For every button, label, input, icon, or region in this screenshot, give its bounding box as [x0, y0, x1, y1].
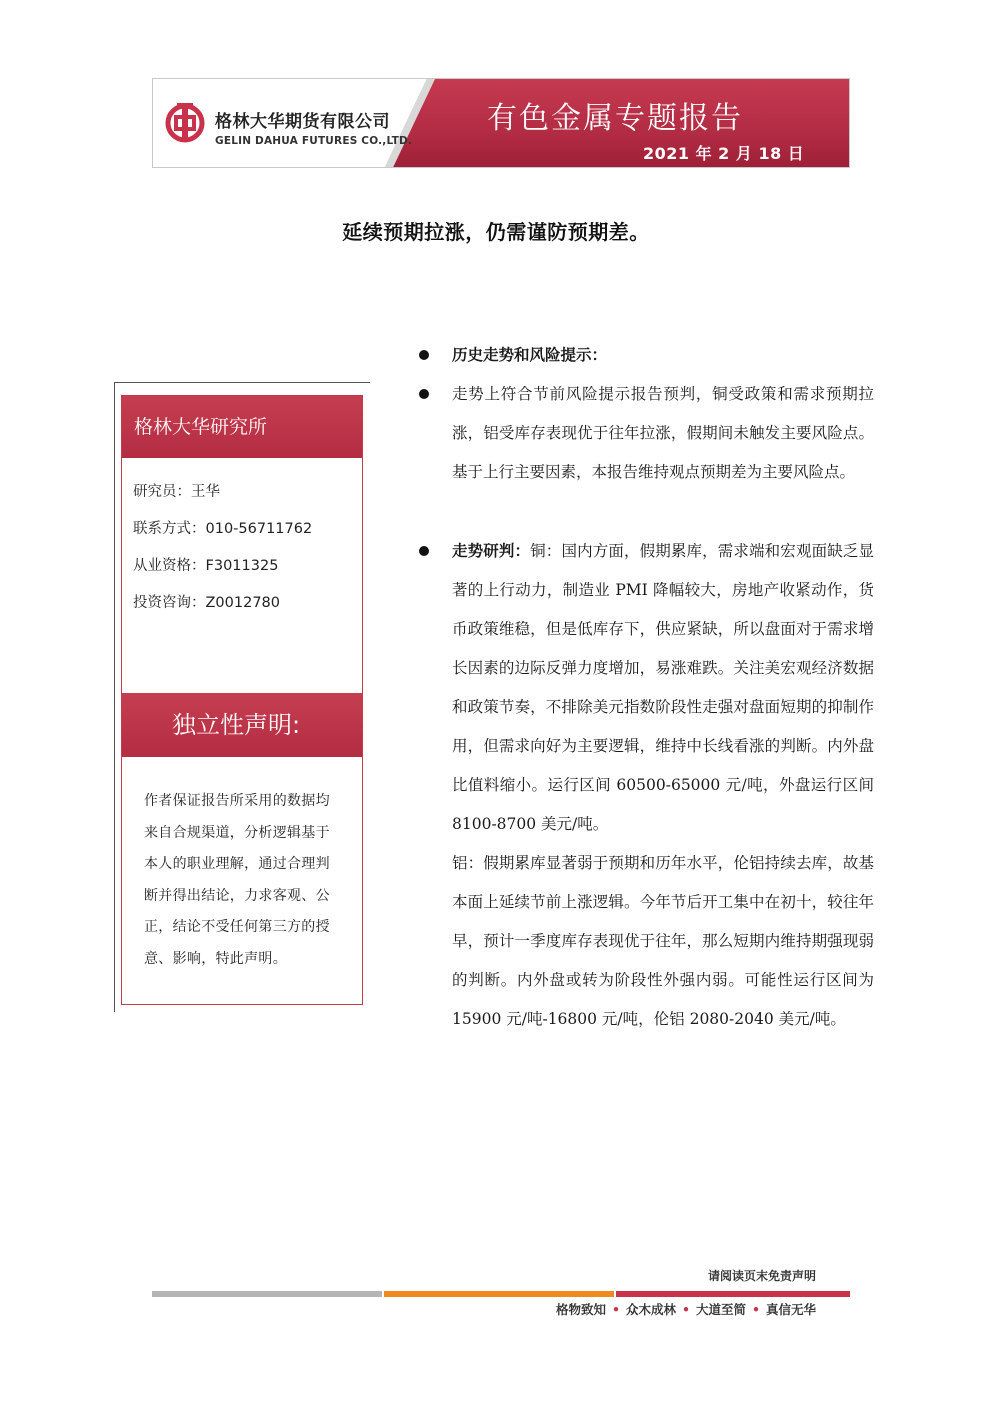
motto-item: 大道至简 [696, 1302, 747, 1317]
analyst-contact: 联系方式：010-56711762 [133, 521, 313, 537]
company-name-cn: 格林大华期货有限公司 [215, 112, 390, 132]
analyst-name: 研究员：王华 [133, 484, 220, 500]
footer-bar-gray [152, 1291, 382, 1297]
independence-statement-header: 独立性声明: [122, 693, 362, 757]
aluminum-outlook-paragraph: 铝：假期累库显著弱于预期和历年水平，伦铝持续去库，故基本面上延续节前上涨逻辑。今年节后开工集中在初十，较往年早，预计一季度库存表现优于往年，那么短期内维持期强现弱的判断。内外盘或转为阶段性外强内弱。可能性运行区间为 15900 元/吨-16800 元/吨，伦铝 2080-2040 美元/吨。 [452, 854, 874, 1028]
bullet-icon [419, 350, 429, 360]
list-item [414, 375, 874, 492]
section-label-trend: 走势研判： [452, 542, 531, 560]
section-title-risk: 历史走势和风险提示： [452, 346, 608, 364]
footer-bar-orange [384, 1291, 614, 1297]
disclaimer-notice: 请阅读页末免责声明 [708, 1269, 817, 1283]
footer-bar-red [616, 1291, 850, 1297]
risk-review-paragraph: 走势上符合节前风险提示报告预判，铜受政策和需求预期拉涨，铝受库存表现优于往年拉涨，假期间未触发主要风险点。基于上行主要因素，本报告维持观点预期差为主要风险点。 [452, 385, 874, 481]
motto-item: 格物致知 [556, 1302, 607, 1317]
motto-separator: • [682, 1302, 691, 1317]
list-item [414, 532, 874, 1039]
report-date: 2021 年 2 月 18 日 [643, 144, 805, 163]
report-header-banner [152, 78, 850, 168]
motto-separator: • [752, 1302, 761, 1317]
analyst-info-card [121, 395, 363, 1005]
analyst-consulting-id: 投资咨询：Z0012780 [133, 595, 281, 611]
report-title: 有色金属专题报告 [487, 101, 743, 136]
analyst-qualification: 从业资格：F3011325 [133, 558, 279, 574]
bullet-icon [419, 389, 429, 399]
motto-item: 众木成林 [626, 1302, 677, 1317]
company-name-en: GELIN DAHUA FUTURES CO.,LTD. [215, 135, 413, 147]
page-headline: 延续预期拉涨，仍需谨防预期差。 [342, 220, 650, 244]
institute-header: 格林大华研究所 [122, 396, 362, 458]
list-item [414, 336, 874, 375]
report-body [414, 336, 874, 1039]
independence-statement-text: 作者保证报告所采用的数据均来自合规渠道，分析逻辑基于本人的职业理解，通过合理判断并得出结论，力求客观、公正，结论不受任何第三方的授意、影响，特此声明。 [144, 793, 330, 967]
copper-outlook-paragraph [452, 532, 874, 844]
company-motto [556, 1300, 816, 1318]
analyst-info-list [122, 458, 362, 622]
company-logo-icon [165, 99, 205, 145]
copper-outlook-text: 铜：国内方面，假期累库，需求端和宏观面缺乏显著的上行动力，制造业 PMI 降幅较大，房地产收紧动作，货币政策维稳，但是低库存下，供应紧缺，所以盘面对于需求增长因素的边际反弹力度增加，易涨难跌。关注美宏观经济数据和政策节奏，不排除美元指数阶段性走强对盘面短期的抑制作用，但需求向好为主要逻辑，维持中长线看涨的判断。内外盘比值料缩小。运行区间 60500-65000 元/吨，外盘运行区间 8100-8700 美元/吨。 [452, 542, 874, 833]
motto-separator: • [612, 1302, 621, 1317]
bullet-icon [419, 546, 429, 556]
motto-item: 真信无华 [766, 1302, 817, 1317]
